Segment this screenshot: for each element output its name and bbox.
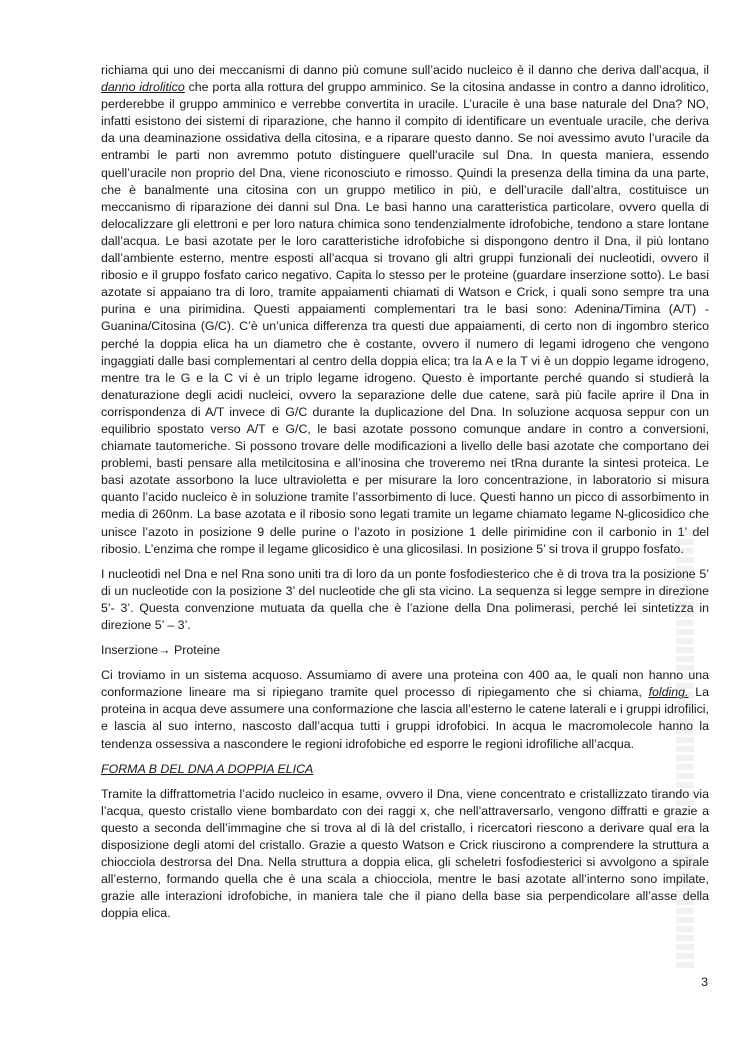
page-number: 3: [701, 975, 708, 989]
document-body: [101, 62, 709, 931]
paragraph-protein-folding: Ci troviamo in un sistema acquoso. Assumiamo di avere una proteina con 400 aa, le quali non hanno una conformazione lineare ma si ripiegano tramite quel processo di ripiegamento che si chiama, folding. La proteina in acqua deve assumere una conformazione che lascia all’esterno le catene laterali e i gruppi idrofilici, e lascia al suo interno, nascosto dall’acqua tutti i gruppi idrofobici. In acqua le macromolecole hanno la tendenza ossessiva a nascondere le regioni idrofobiche ed esporre le regioni idrofiliche all’acqua.: [101, 668, 709, 751]
insertion-label: Inserzione→ Proteine: [101, 643, 221, 658]
paragraph-b-form: Tramite la diffrattometria l’acido nucleico in esame, ovvero il Dna, viene concentrato e cristallizzato tirando via l’acqua, questo cristallo viene bombardato con dei raggi x, che nell’attraversarlo, vengono diffratti e grazie a questo a seconda dell’immagine che si trova al di là del cristallo, i ricercatori riescono a derivare qual era la disposizione degli atomi del cristallo. Grazie a questo Watson e Crick riuscirono a comprendere la struttura a chiocciola destrorsa del Dna. Nella struttura a doppia elica, gli scheletri fosfodiesterici si avvolgono a spirale all’esterno, formando quella che è una scala a chiocciola, mentre le basi azotate all’interno sono impilate, grazie alle interazioni idrofobiche, in maniera tale che il piano della base sia perpendicolare all’asse della doppia elica.: [101, 786, 709, 921]
watermark-stripe: [676, 530, 694, 970]
paragraph-dna-damage: richiama qui uno dei meccanismi di danno più comune sull’acido nucleico è il danno che deriva dall’acqua, il danno idrolitico che porta alla rottura del gruppo amminico. Se la citosina andasse in contro a danno idrolitico, perderebbe il gruppo amminico e verrebbe convertita in uracile. L’uracile è una base naturale del Dna? NO, infatti esistono dei sistemi di riparazione, che hanno il compito di identificare un eventuale uracile, che deriva da una deaminazione ossidativa della citosina, e a riparare questo danno. Se noi avessimo avuto l’uracile da entrambi le parti non avremmo potuto distinguere quell’uracile sul Dna. In questa maniera, essendo quell’uracile non proprio del Dna, viene riconosciuto e rimosso. Quindi la presenza della timina da una parte, che è banalmente una citosina con un gruppo metilico in più, e dell’uracile dall’altra, costituisce un meccanismo di riparazione dei danni sul Dna. Le basi hanno una caratteristica particolare, ovvero quella di delocalizzare gli elettroni e per loro natura chimica sono tendenzialmente idrofobiche, tendono a stare lontane dall’acqua. Le basi azotate per le loro caratteristiche idrofobiche si dispongono dentro il Dna, il più lontano dall’ambiente esterno, mentre esposti all’acqua si trovano gli altri gruppi funzionali dei nucleotidi, ovvero il ribosio e il gruppo fosfato carico negativo. Capita lo stesso per le proteine (guardare inserzione sotto). Le basi azotate si appaiano tra di loro, tramite appaiamenti chiamati di Watson e Crick, i quali sono sempre tra una purina e una pirimidina. Questi appaiamenti complementari tra le basi sono: Adenina/Timina (A/T) - Guanina/Citosina (G/C). C’è un’unica differenza tra questi due appaiamenti, di certo non di ingombro sterico perché la doppia elica ha un diametro che è costante, ovvero il numero di legami idrogeno che vengono ingaggiati dalle basi complementari al centro della doppia elica; tra la A e la T vi è un doppio legame idrogeno, mentre tra le G e la C vi è un triplo legame idrogeno. Questo è importante perché quando si studierà la denaturazione degli acidi nucleici, ovvero la separazione delle due catene, sarà più facile aprire il Dna in corrispondenza di A/T invece di G/C durante la duplicazione del Dna. In soluzione acquosa seppur con un equilibrio spostato verso A/T e G/C, le basi azotate possono comunque andare in contro a conversioni, chiamate tautomeriche. Si possono trovare delle modificazioni a livello delle basi azotate che comportano dei problemi, basti pensare alla metilcitosina e all’inosina che troveremo nei tRna durante la sintesi proteica. Le basi azotate assorbono la luce ultravioletta e per misurare la loro concentrazione, in laboratorio si misura quanto l’acido nucleico è in soluzione tramite l’assorbimento di luce. Questi hanno un picco di assorbimento in media di 260nm. La base azotata e il ribosio sono legati tramite un legame chiamato legame N-glicosidico che unisce l’azoto in posizione 9 delle purine o l’azoto in posizione 1 delle pirimidine con il carbonio in 1’ del ribosio. L’enzima che rompe il legame glicosidico è una glicosilasi. In posizione 5’ si trova il gruppo fosfato.: [101, 63, 709, 556]
term-folding: folding.: [648, 685, 689, 700]
term-danno-idrolitico: danno idrolitico: [101, 80, 185, 95]
section-heading: FORMA B DEL DNA A DOPPIA ELICA: [101, 761, 314, 776]
paragraph-phosphodiester: I nucleotidi nel Dna e nel Rna sono uniti tra di loro da un ponte fosfodiesterico che è di trova tra la posizione 5’ di un nucleotide con la posizione 3’ del nucleotide che gli sta vicino. La sequenza si legge sempre in direzione 5’- 3’. Questa convenzione mutuata da quella che è l’azione della Dna polimerasi, perché lei sintetizza in direzione 5’ – 3’.: [101, 566, 709, 632]
